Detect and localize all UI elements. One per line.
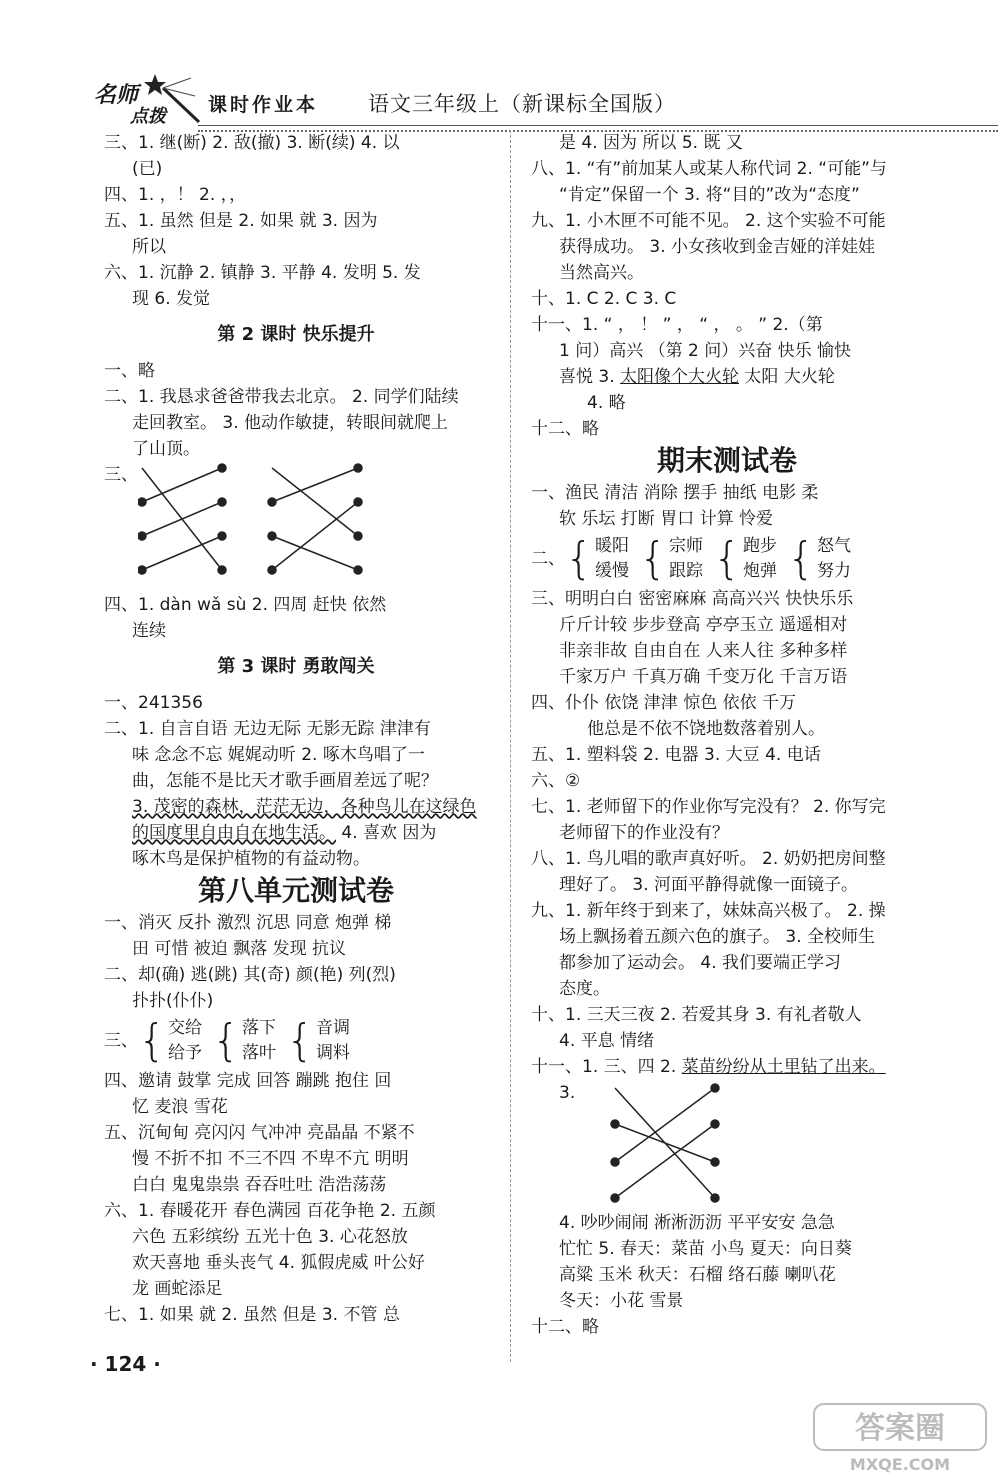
answer-text: 喜悦 3. [559,367,621,387]
question-label: 三、 [104,465,138,485]
question-label: 3. [559,1083,576,1103]
answer-line: “肯定”保留一个 3. 将“目的”改为“态度” [559,185,860,205]
answer-line-underlined: 3. 茂密的森林，茫茫无边，各种鸟儿在这绿色 [132,797,477,817]
answer-line: 是 4. 因为 所以 5. 既 又 [559,133,743,153]
underlined-text: 菜苗纷纷从土里钻了出来。 [681,1057,886,1077]
answer-line: 龙 画蛇添足 [132,1279,223,1299]
answer-line: 当然高兴。 [559,263,644,283]
answer-line: 七、1. 如果 就 2. 虽然 但是 3. 不管 总 [104,1305,400,1325]
answer-line: 扑扑(仆仆) [132,991,214,1011]
matching-lines-diagram [138,462,388,592]
answer-line: 六色 五彩缤纷 五光十色 3. 心花怒放 [132,1227,408,1247]
brace-group-question [531,532,923,586]
answer-line: 田 可惜 被迫 飘落 发现 抗议 [132,939,347,959]
answer-line: 八、1. “有”前加某人或某人称代词 2. “可能”与 [531,159,887,179]
answer-line: 了山顶。 [132,439,200,459]
answer-line: 斤斤计较 步步登高 亭亭玉立 遥遥相对 [559,615,848,635]
subject-title: 语文三年级上（新课标全国版） [368,92,676,116]
answer-line: 啄木鸟是保护植物的有益动物。 [132,849,370,869]
answer-text: 4. 喜欢 因为 [336,823,437,843]
header-rule [198,125,998,126]
answer-line: 白白 鬼鬼祟祟 吞吞吐吐 浩浩荡荡 [132,1175,387,1195]
brace-group-question [104,1014,488,1068]
section-heading: 第 2 课时 快乐提升 [217,324,375,345]
brace-group: { 落下 落叶 [212,1015,276,1066]
answer-line: 走回教室。 3. 他动作敏捷，转眼间就爬上 [132,413,449,433]
watermark-url: MXQE.COM [849,1455,951,1474]
brace-group: { 音调 调料 [286,1015,350,1066]
matching-question [104,462,488,592]
series-title: 课时作业本 [208,94,319,116]
answer-line: 软 乐坛 打断 胃口 计算 怜爱 [559,509,774,529]
matching-lines-diagram [575,1080,775,1210]
answer-line: 十一、1. “ ， ！ ” ， “ ， 。 ” 2.（第 [531,315,823,335]
answer-line: 理好了。 3. 河面平静得就像一面镜子。 [559,875,859,895]
logo [88,70,198,128]
matching-question [531,1080,923,1210]
logo-star-icon [133,70,203,128]
answer-line: 三、1. 继(断) 2. 敌(撤) 3. 断(续) 4. 以 [104,133,400,153]
brace-word: 宗师 [669,536,703,556]
answer-line: 获得成功。 3. 小女孩收到金吉娅的洋娃娃 [559,237,876,257]
answer-line: 1 问）高兴 （第 2 问）兴奋 快乐 愉快 [559,341,852,361]
answer-line: 五、1. 塑料袋 2. 电器 3. 大豆 4. 电话 [531,745,821,765]
answer-line: 九、1. 新年终于到来了，妹妹高兴极了。 2. 操 [531,901,886,921]
answer-line: (已) [132,159,163,179]
answer-line: 高粱 玉米 秋天：石榴 络石藤 喇叭花 [559,1265,836,1285]
unit-test-title: 第八单元测试卷 [197,874,394,907]
answer-line: 十二、略 [531,1317,599,1337]
brace-word: 跑步 [743,536,777,556]
logo-text-top: 名师 [94,82,139,108]
brace-word: 音调 [316,1018,350,1038]
answer-line: 态度。 [559,979,610,999]
brace-group: { 暖阳 缓慢 [565,533,629,584]
watermark-title: 答案圈 [855,1411,945,1446]
answer-line: 一、渔民 清洁 消除 摆手 抽纸 电影 柔 [531,483,819,503]
brace-group: { 交给 给予 [138,1015,202,1066]
brace-group: { 怒气 努力 [787,533,851,584]
brace-group: { 宗师 跟踪 [639,533,703,584]
answer-line: 六、1. 沉静 2. 镇静 3. 平静 4. 发明 5. 发 [104,263,421,283]
answer-line: 忆 麦浪 雪花 [132,1097,228,1117]
brace-word: 跟踪 [669,561,703,581]
answer-line: 三、明明白白 密密麻麻 高高兴兴 快快乐乐 [531,589,854,609]
brace-word: 努力 [817,561,851,581]
brace-word: 落叶 [242,1043,276,1063]
brace-word: 给予 [168,1043,202,1063]
answer-line: 慢 不折不扣 不三不四 不卑不亢 明明 [132,1149,409,1169]
final-test-title: 期末测试卷 [656,444,797,477]
answer-line: 十、1. C 2. C 3. C [531,289,677,309]
question-label: 二、 [531,549,565,569]
answer-line: 四、1. ，！ 2. ，， [104,185,247,205]
answer-line: 一、略 [104,361,155,381]
brace-word: 落下 [242,1018,276,1038]
brace-word: 怒气 [817,536,851,556]
underlined-text: 太阳像个大火轮 [620,367,740,387]
answer-line [104,820,488,846]
answer-line: 他总是不依不饶地数落着别人。 [587,719,825,739]
answer-line: 4. 平息 情绪 [559,1031,655,1051]
brace-word: 暖阳 [595,536,629,556]
answer-line: 场上飘扬着五颜六色的旗子。 3. 全校师生 [559,927,876,947]
answer-line: 四、1. dàn wǎ sù 2. 四周 赶快 依然 [104,595,387,615]
answer-line: 4. 吵吵闹闹 淅淅沥沥 平平安安 急急 [559,1213,835,1233]
answer-line: 味 念念不忘 娓娓动听 2. 啄木鸟唱了一 [132,745,425,765]
answer-text: 太阳 大火轮 [739,367,835,387]
answer-line: 六、② [531,771,581,791]
answer-line: 都参加了运动会。 4. 我们要端正学习 [559,953,842,973]
answer-line: 4. 略 [587,393,626,413]
right-column [531,130,923,1340]
answer-line: 连续 [132,621,166,641]
section-heading: 第 3 课时 勇敢闯关 [217,656,375,677]
answer-line: 九、1. 小木匣不可能不见。 2. 这个实验不可能 [531,211,886,231]
answer-line [531,1054,923,1080]
answer-line: 五、1. 虽然 但是 2. 如果 就 3. 因为 [104,211,378,231]
answer-line: 冬天：小花 雪景 [559,1291,684,1311]
page-number: · 124 · [90,1352,161,1376]
answer-line [531,364,923,390]
answer-line: 所以 [132,237,166,257]
answer-line: 非亲非故 自由自在 人来人往 多种多样 [559,641,848,661]
brace-word: 调料 [316,1043,350,1063]
answer-line: 八、1. 鸟儿唱的歌声真好听。 2. 奶奶把房间整 [531,849,886,869]
answer-line: 十、1. 三天三夜 2. 若爱其身 3. 有礼者敬人 [531,1005,862,1025]
answer-line: 七、1. 老师留下的作业你写完没有？ 2. 你写完 [531,797,886,817]
brace-word: 交给 [168,1018,202,1038]
answer-line: 老师留下的作业没有？ [559,823,729,843]
answer-line: 二、却(确) 逃(跳) 其(奇) 颜(艳) 列(烈) [104,965,396,985]
answer-line: 四、邀请 鼓掌 完成 回答 蹦跳 抱住 回 [104,1071,392,1091]
answer-line: 十二、略 [531,419,599,439]
logo-text-bottom: 点拨 [130,106,166,127]
brace-word: 炮弹 [743,561,777,581]
answer-line: 忙忙 5. 春天：菜苗 小鸟 夏天：向日葵 [559,1239,852,1259]
answer-line: 四、仆仆 依饶 津津 惊色 依依 千万 [531,693,797,713]
question-label: 三、 [104,1031,138,1051]
answer-line: 五、沉甸甸 亮闪闪 气冲冲 亮晶晶 不紧不 [104,1123,415,1143]
answer-line: 千家万户 千真万确 千变万化 千言万语 [559,667,848,687]
answer-line: 现 6. 发觉 [132,289,211,309]
answer-line: 一、消灭 反扑 激烈 沉思 同意 炮弹 梯 [104,913,392,933]
answer-line: 曲，怎能不是比天才歌手画眉差远了呢？ [132,771,438,791]
answer-line: 二、1. 我恳求爸爸带我去北京。 2. 同学们陆续 [104,387,459,407]
answer-line: 欢天喜地 垂头丧气 4. 狐假虎威 叶公好 [132,1253,425,1273]
underlined-text: 的国度里自由自在地生活。 [132,823,336,843]
answer-line: 二、1. 自言自语 无边无际 无影无踪 津津有 [104,719,431,739]
column-divider [510,130,511,1362]
brace-word: 缓慢 [595,561,629,581]
answer-text: 十一、1. 三、四 2. [531,1057,682,1077]
answer-line: 六、1. 春暖花开 春色满园 百花争艳 2. 五颜 [104,1201,436,1221]
brace-group: { 跑步 炮弹 [713,533,777,584]
watermark-logo [810,1400,990,1475]
left-column [104,130,488,1328]
answer-line: 一、241356 [104,693,203,713]
